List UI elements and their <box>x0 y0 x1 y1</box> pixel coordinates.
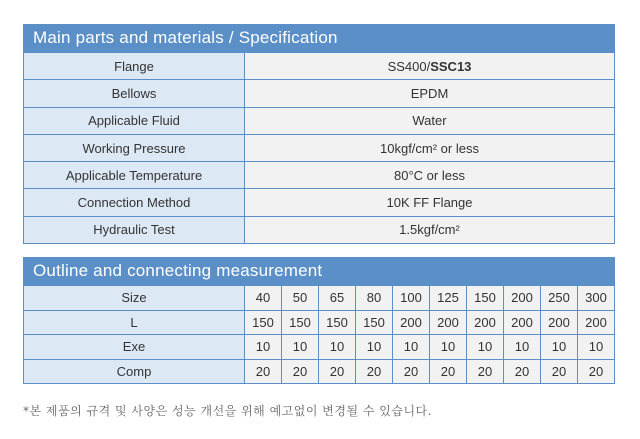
table-row <box>24 335 615 360</box>
table-row <box>24 162 615 189</box>
table-row <box>24 53 615 80</box>
outline-cell: 20 <box>393 359 430 384</box>
table-row <box>24 134 615 161</box>
spec-value-hydraulic: 1.5kgf/cm² <box>245 216 615 243</box>
outline-cell: 100 <box>393 286 430 311</box>
outline-cell: 20 <box>319 359 356 384</box>
outline-cell: 200 <box>578 310 615 335</box>
outline-cell: 80 <box>356 286 393 311</box>
outline-row-label: Size <box>24 286 245 311</box>
outline-cell: 20 <box>578 359 615 384</box>
outline-cell: 10 <box>393 335 430 360</box>
outline-cell: 125 <box>430 286 467 311</box>
outline-cell: 150 <box>245 310 282 335</box>
outline-cell: 200 <box>504 286 541 311</box>
flange-material: SS400/ <box>387 58 431 74</box>
spec-label-connection: Connection Method <box>24 189 245 216</box>
outline-cell: 150 <box>282 310 319 335</box>
outline-cell: 200 <box>467 310 504 335</box>
spec-value-bellows: EPDM <box>245 80 615 107</box>
outline-cell: 20 <box>467 359 504 384</box>
outline-cell: 250 <box>541 286 578 311</box>
table-row <box>24 359 615 384</box>
outline-cell: 10 <box>430 335 467 360</box>
outline-cell: 200 <box>430 310 467 335</box>
outline-cell: 10 <box>319 335 356 360</box>
outline-table <box>23 285 615 384</box>
spec-label-bellows: Bellows <box>24 80 245 107</box>
spec-value-fluid: Water <box>245 107 615 134</box>
spec-label-pressure: Working Pressure <box>24 134 245 161</box>
spec-title: Main parts and materials / Specification <box>23 24 615 52</box>
outline-title: Outline and connecting measurement <box>23 257 615 285</box>
spec-value-flange <box>245 53 615 80</box>
outline-cell: 10 <box>282 335 319 360</box>
outline-row-label: Exe <box>24 335 245 360</box>
outline-cell: 200 <box>504 310 541 335</box>
spec-value-temperature: 80°C or less <box>245 162 615 189</box>
spec-table <box>23 52 615 244</box>
table-row <box>24 310 615 335</box>
spec-value-pressure: 10kgf/cm² or less <box>245 134 615 161</box>
outline-cell: 10 <box>467 335 504 360</box>
outline-cell: 50 <box>282 286 319 311</box>
outline-cell: 20 <box>245 359 282 384</box>
outline-row-label: L <box>24 310 245 335</box>
outline-cell: 10 <box>504 335 541 360</box>
outline-cell: 10 <box>245 335 282 360</box>
disclaimer-note: *본 제품의 규격 및 사양은 성능 개선을 위해 예고없이 변경될 수 있습니다. <box>23 404 432 418</box>
spec-label-temperature: Applicable Temperature <box>24 162 245 189</box>
table-row <box>24 286 615 311</box>
flange-material-bold: SSC13 <box>430 58 472 74</box>
outline-cell: 150 <box>467 286 504 311</box>
outline-cell: 10 <box>578 335 615 360</box>
outline-cell: 40 <box>245 286 282 311</box>
spec-label-fluid: Applicable Fluid <box>24 107 245 134</box>
outline-row-label: Comp <box>24 359 245 384</box>
outline-cell: 300 <box>578 286 615 311</box>
outline-cell: 150 <box>319 310 356 335</box>
outline-section <box>23 257 615 384</box>
outline-cell: 20 <box>356 359 393 384</box>
table-row <box>24 216 615 243</box>
table-row <box>24 189 615 216</box>
outline-cell: 10 <box>356 335 393 360</box>
outline-cell: 150 <box>356 310 393 335</box>
outline-cell: 200 <box>393 310 430 335</box>
outline-cell: 20 <box>504 359 541 384</box>
outline-cell: 20 <box>282 359 319 384</box>
outline-cell: 200 <box>541 310 578 335</box>
spec-label-hydraulic: Hydraulic Test <box>24 216 245 243</box>
outline-cell: 20 <box>430 359 467 384</box>
table-row <box>24 80 615 107</box>
table-row <box>24 107 615 134</box>
spec-value-connection: 10K FF Flange <box>245 189 615 216</box>
spec-label-flange: Flange <box>24 53 245 80</box>
spec-section <box>23 24 615 244</box>
outline-cell: 65 <box>319 286 356 311</box>
outline-cell: 10 <box>541 335 578 360</box>
outline-cell: 20 <box>541 359 578 384</box>
